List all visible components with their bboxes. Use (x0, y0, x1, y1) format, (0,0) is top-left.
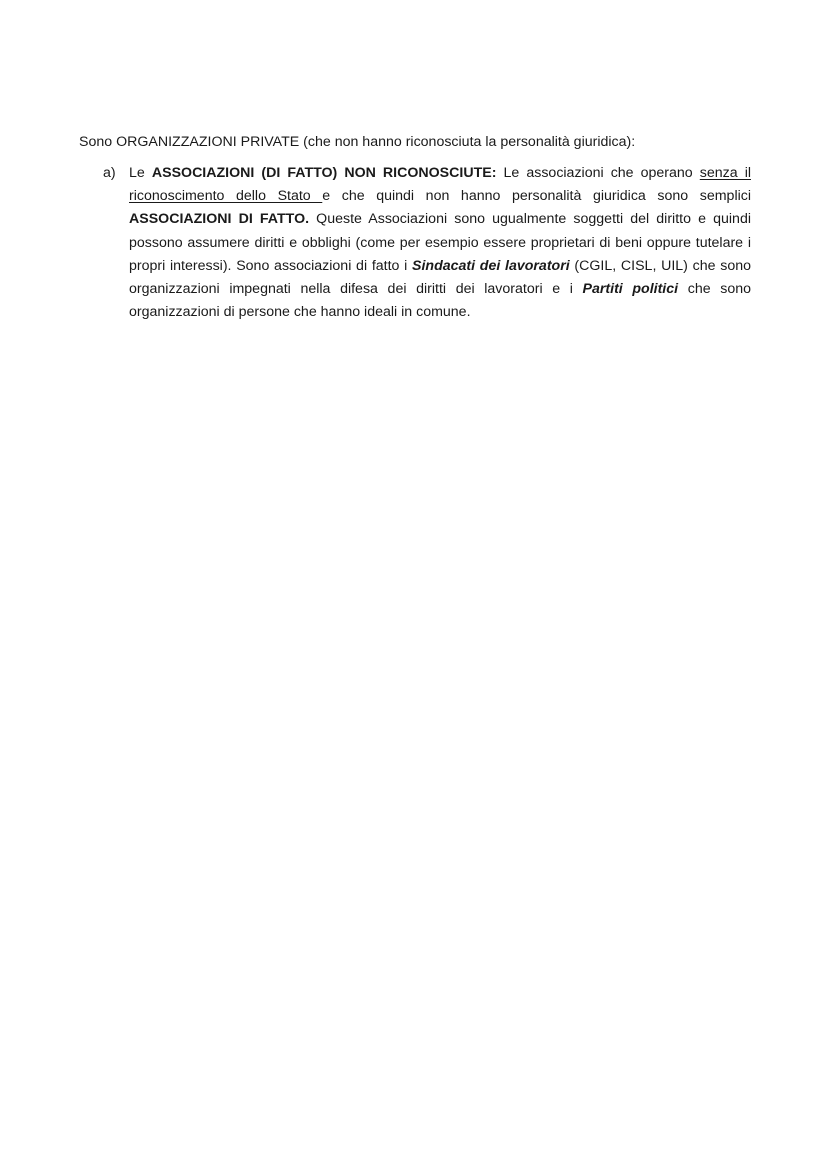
term-sindacati: Sindacati dei lavoratori (412, 257, 570, 274)
intro-paragraph: Sono ORGANIZZAZIONI PRIVATE (che non hanno riconosciuta la personalità giuridica): (79, 134, 636, 150)
text-run: Le (129, 165, 152, 181)
text-run: e che quindi non hanno personalità giuridica sono semplici (322, 188, 751, 205)
term-associazioni-non-riconosciute: ASSOCIAZIONI (DI FATTO) NON RICONOSCIUTE: (151, 165, 497, 181)
text-run: che sono organizzazioni di persone che hanno ideali in comune. (129, 281, 751, 321)
underlined-phrase: senza il riconoscimento dello Stato (129, 165, 751, 205)
list-item-text (129, 162, 751, 324)
list-marker: a) (103, 165, 116, 181)
term-partiti-politici: Partiti politici (582, 281, 679, 298)
text-run: Queste Associazioni sono ugualmente soggetti del diritto e quindi possono assumere diritti e obblighi (come per esempio essere proprietari di beni oppure tutelare i propri interessi). Sono associazioni di fatto i (129, 211, 751, 274)
text-run: (CGIL, CISL, UIL) che sono organizzazioni impegnati nella difesa dei diritti dei lavoratori e i (129, 257, 751, 298)
term-associazioni-di-fatto: ASSOCIAZIONI DI FATTO. (129, 211, 310, 228)
text-run: Le associazioni che operano (496, 165, 700, 181)
